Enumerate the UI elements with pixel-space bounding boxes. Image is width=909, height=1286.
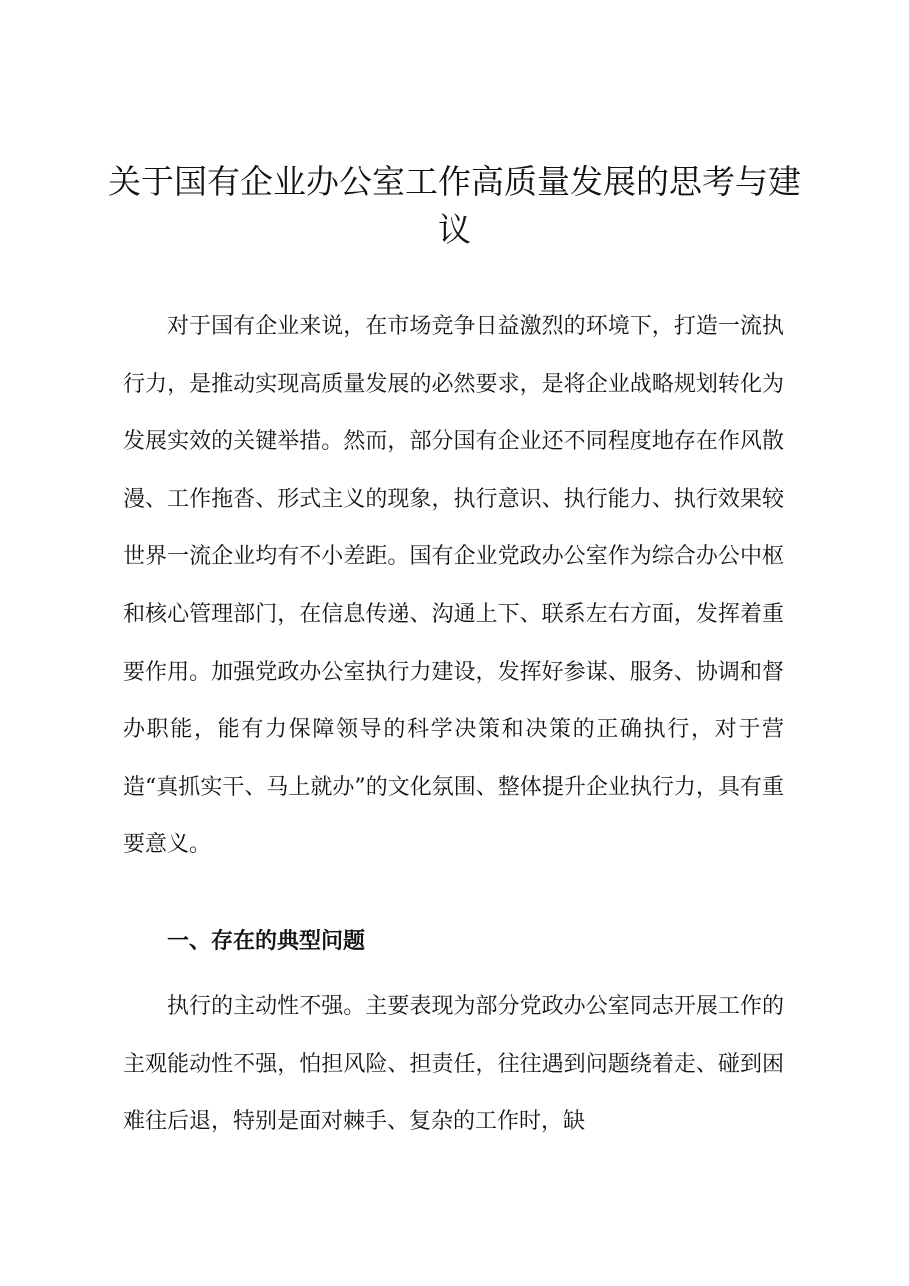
document-title: 关于国有企业办公室工作高质量发展的思考与建议 (108, 162, 801, 249)
section-heading: 一、存在的典型问题 (167, 929, 366, 954)
paragraph-problem-1: 执行的主动性不强。主要表现为部分党政办公室同志开展工作的主观能动性不强，怕担风险、担责任，往往遇到问题绕着走、碰到困难往后退，特别是面对棘手、复杂的工作时，缺 (123, 994, 784, 1135)
paragraph-intro: 对于国有企业来说，在市场竞争日益激烈的环境下，打造一流执行力，是推动实现高质量发展的必然要求，是将企业战略规划转化为发展实效的关键举措。然而，部分国有企业还不同程度地存在作风散漫、工作拖沓、形式主义的现象，执行意识、执行能力、执行效果较世界一流企业均有不小差距。国有企业党政办公室作为综合办公中枢和核心管理部门，在信息传递、沟通上下、联系左右方面，发挥着重要作用。加强党政办公室执行力建设，发挥好参谋、服务、协调和督办职能，能有力保障领导的科学决策和决策的正确执行，对于营造“真抓实干、马上就办”的文化氛围、整体提升企业执行力，具有重要意义。 (123, 314, 784, 858)
